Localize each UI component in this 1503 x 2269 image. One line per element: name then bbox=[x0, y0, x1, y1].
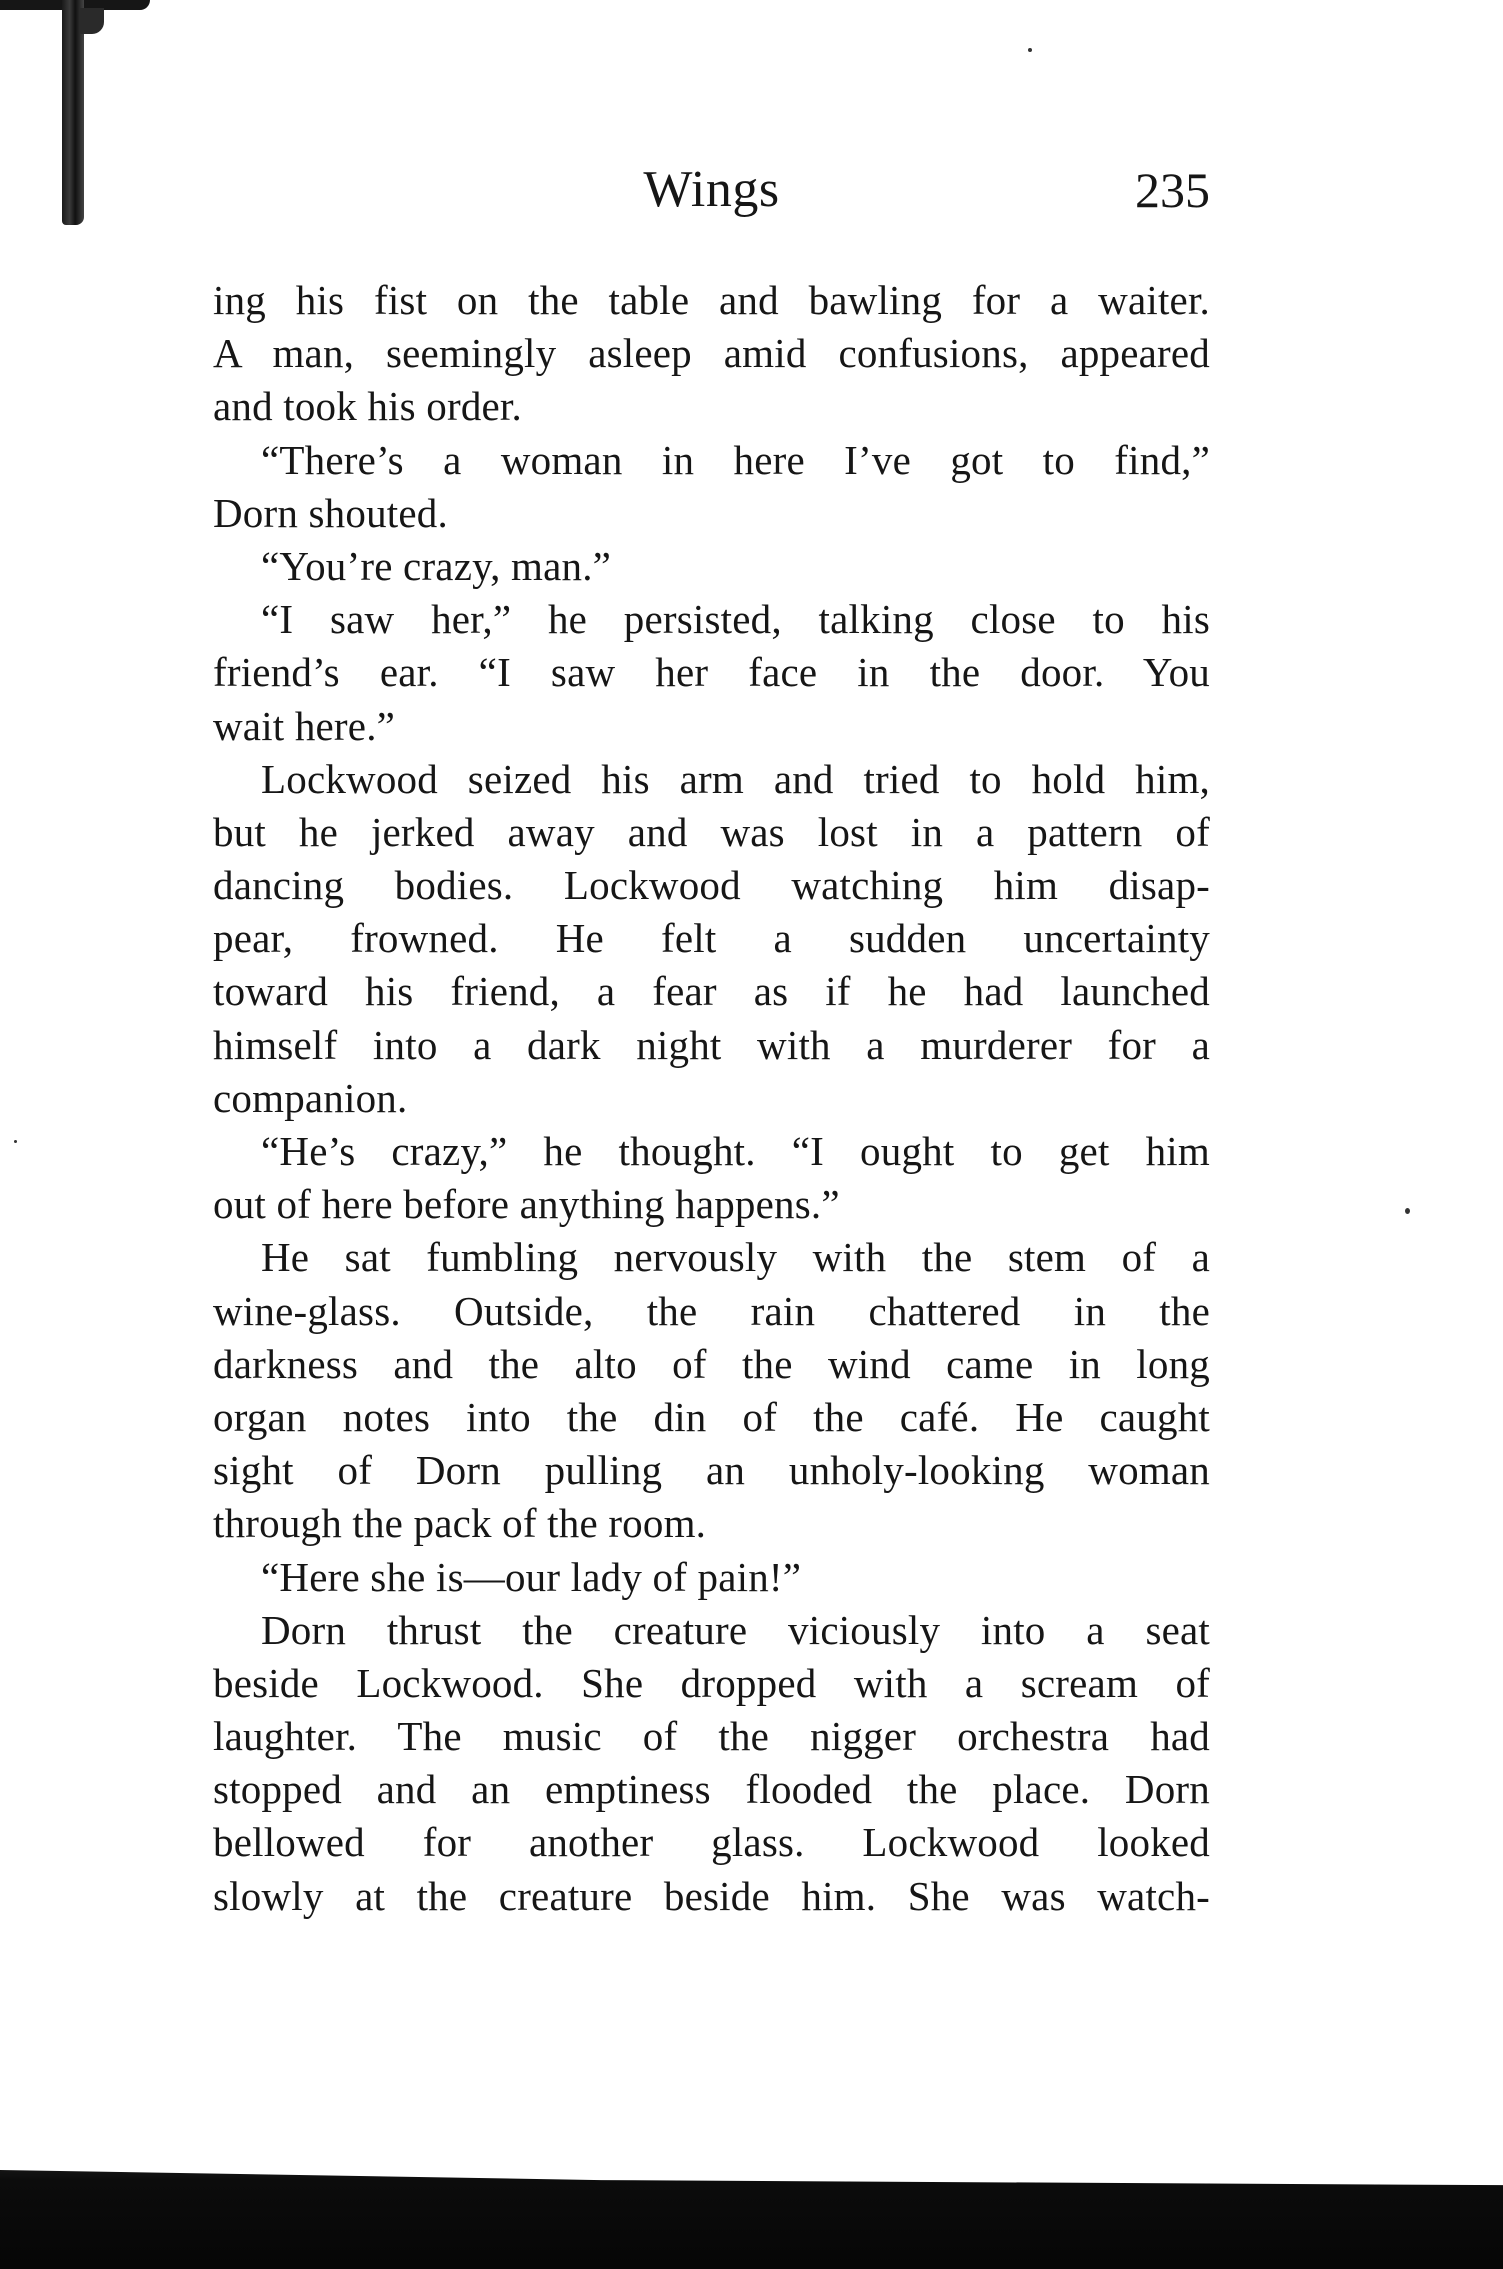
running-title: Wings bbox=[643, 161, 780, 218]
dust-speck bbox=[1028, 48, 1032, 52]
text-line: toward his friend, a fear as if he had launched bbox=[213, 968, 1210, 1015]
text-line: Dorn shouted. bbox=[213, 489, 448, 536]
text-line: companion. bbox=[213, 1074, 408, 1121]
text-line: “I saw her,” he persisted, talking close to his bbox=[261, 596, 1210, 643]
page-number: 235 bbox=[1135, 162, 1210, 218]
text-line: but he jerked away and was lost in a pattern of bbox=[213, 808, 1210, 855]
text-line: slowly at the creature beside him. She was watch- bbox=[213, 1872, 1210, 1919]
text-line: “You’re crazy, man.” bbox=[261, 542, 612, 589]
text-line: wine-glass. Outside, the rain chattered in the bbox=[213, 1287, 1210, 1334]
dust-speck bbox=[1405, 1208, 1410, 1214]
text-line: “He’s crazy,” he thought. “I ought to get him bbox=[261, 1128, 1210, 1174]
text-line: laughter. The music of the nigger orchestra had bbox=[213, 1713, 1210, 1760]
text-line: himself into a dark night with a murderer for a bbox=[213, 1021, 1210, 1068]
text-line: dancing bodies. Lockwood watching him disap- bbox=[213, 862, 1210, 909]
text-line: organ notes into the din of the café. He caught bbox=[213, 1393, 1210, 1440]
text-line: “There’s a woman in here I’ve got to find,” bbox=[261, 436, 1210, 483]
text-line: He sat fumbling nervously with the stem of a bbox=[261, 1234, 1210, 1281]
running-head bbox=[213, 150, 1210, 230]
text-line: Dorn thrust the creature viciously into a seat bbox=[261, 1606, 1210, 1653]
text-line: friend’s ear. “I saw her face in the door. You bbox=[213, 649, 1210, 696]
text-line: beside Lockwood. She dropped with a scream of bbox=[213, 1659, 1210, 1706]
text-line: through the pack of the room. bbox=[213, 1500, 707, 1547]
text-line: Lockwood seized his arm and tried to hold him, bbox=[261, 755, 1210, 802]
text-line: bellowed for another glass. Lockwood looked bbox=[213, 1819, 1210, 1866]
scan-bottom-edge-shadow bbox=[0, 2142, 1503, 2269]
text-line: A man, seemingly asleep amid confusions, appeared bbox=[213, 330, 1210, 377]
text-line: stopped and an emptiness flooded the place. Dorn bbox=[213, 1766, 1210, 1813]
text-line: pear, frowned. He felt a sudden uncertainty bbox=[213, 915, 1210, 962]
text-line: sight of Dorn pulling an unholy-looking woman bbox=[213, 1447, 1210, 1494]
text-line: wait here.” bbox=[213, 702, 396, 749]
text-line: and took his order. bbox=[213, 383, 522, 430]
text-line: “Here she is—our lady of pain!” bbox=[261, 1553, 802, 1600]
dust-speck bbox=[14, 1140, 17, 1143]
text-line: ing his fist on the table and bawling for a waiter. bbox=[213, 277, 1210, 323]
body-text bbox=[213, 274, 1210, 1923]
text-line: darkness and the alto of the wind came in long bbox=[213, 1340, 1210, 1387]
text-line: out of here before anything happens.” bbox=[213, 1181, 840, 1228]
scan-edge-artifact bbox=[80, 8, 104, 34]
